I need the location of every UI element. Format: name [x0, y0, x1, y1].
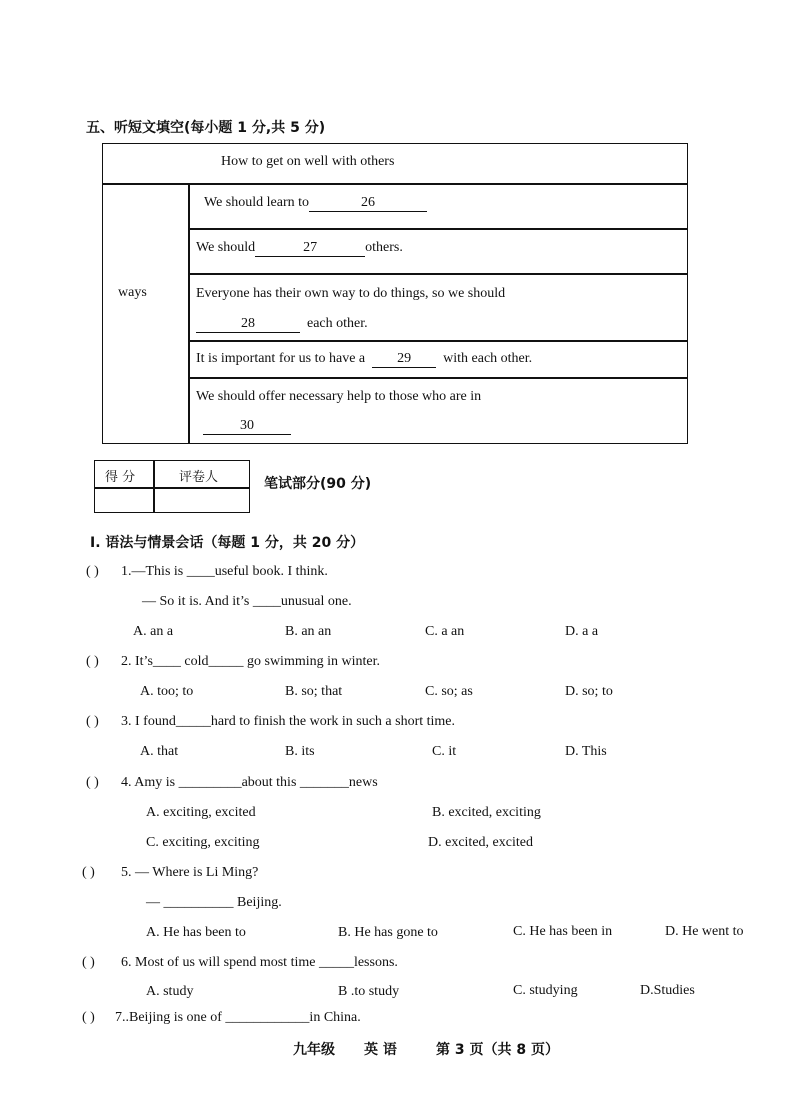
- q5-option-b: B. He has gone to: [338, 925, 438, 940]
- q3-stem: 3. I found_____hard to finish the work in such a short time.: [121, 714, 456, 729]
- q6-stem: 6. Most of us will spend most time _____lessons.: [121, 955, 398, 970]
- q5-bracket[interactable]: ( ): [82, 865, 95, 880]
- q6-option-b: B .to study: [338, 984, 400, 999]
- q7-bracket[interactable]: ( ): [82, 1010, 95, 1025]
- q6-option-d: D.Studies: [640, 983, 695, 998]
- q2-option-d: D. so; to: [565, 684, 613, 699]
- q4-option-d: D. excited, excited: [428, 835, 533, 850]
- q2-option-a: A. too; to: [140, 684, 194, 699]
- q1-option-c: C. a an: [425, 624, 465, 639]
- row-26: [204, 195, 427, 212]
- section-5-title: 五、听短文填空(每小题 1 分,共 5 分): [86, 120, 326, 136]
- section-1-title: Ⅰ. 语法与情景会话（每题 1 分，共 20 分）: [90, 535, 365, 551]
- q3-option-c: C. it: [432, 744, 457, 759]
- row-29-post: with each other.: [443, 351, 533, 366]
- q5-stem-2: — __________ Beijing.: [146, 895, 282, 910]
- q5-option-d: D. He went to: [665, 924, 744, 939]
- table-divider: [103, 183, 687, 185]
- q4-option-c: C. exciting, exciting: [146, 835, 260, 850]
- q7-stem: 7..Beijing is one of ____________in China.: [115, 1010, 361, 1025]
- q1-option-d: D. a a: [565, 624, 599, 639]
- q3-option-d: D. This: [565, 744, 607, 759]
- q4-bracket[interactable]: ( ): [86, 775, 99, 790]
- table-divider: [188, 377, 687, 379]
- blank-26: 26: [309, 195, 427, 212]
- blank-29: 29: [372, 351, 436, 368]
- table-divider: [188, 340, 687, 342]
- score-divider: [95, 487, 249, 489]
- q6-option-a: A. study: [146, 984, 194, 999]
- row-29-text: It is important for us to have a: [196, 351, 366, 366]
- q2-stem: 2. It’s____ cold_____ go swimming in winter.: [121, 654, 380, 669]
- q2-option-c: C. so; as: [425, 684, 473, 699]
- grader-label: 评卷人: [179, 470, 219, 485]
- footer-subject: 英 语: [364, 1042, 397, 1058]
- q2-option-b: B. so; that: [285, 684, 343, 699]
- q5-option-a: A. He has been to: [146, 925, 246, 940]
- q5-option-c: C. He has been in: [513, 924, 613, 939]
- q1-stem-2: — So it is. And it’s ____unusual one.: [142, 594, 352, 609]
- score-label: 得 分: [105, 470, 136, 485]
- table-divider: [188, 273, 687, 275]
- written-part-title: 笔试部分(90 分): [264, 476, 372, 492]
- q1-stem: 1.—This is ____useful book. I think.: [121, 564, 328, 579]
- row-28-line2: [196, 316, 368, 333]
- footer-grade: 九年级: [293, 1042, 335, 1058]
- q4-option-a: A. exciting, excited: [146, 805, 256, 820]
- q4-stem: 4. Amy is _________about this _______news: [121, 775, 378, 790]
- row-30-line2: [203, 418, 291, 435]
- table-divider: [188, 183, 190, 443]
- q1-option-a: A. an a: [133, 624, 174, 639]
- q3-option-a: A. that: [140, 744, 179, 759]
- table-divider: [188, 228, 687, 230]
- row-30-line1: We should offer necessary help to those who are in: [196, 389, 482, 404]
- score-box: [94, 460, 250, 513]
- q4-option-b: B. excited, exciting: [432, 805, 541, 820]
- q6-bracket[interactable]: ( ): [82, 955, 95, 970]
- blank-28: 28: [196, 316, 300, 333]
- blank-27: 27: [255, 240, 365, 257]
- q1-bracket[interactable]: ( ): [86, 564, 99, 579]
- row-label-ways: ways: [118, 285, 147, 300]
- listening-table: [102, 143, 688, 444]
- q5-stem: 5. — Where is Li Ming?: [121, 865, 259, 880]
- table-title: How to get on well with others: [221, 154, 395, 169]
- q3-option-b: B. its: [285, 744, 315, 759]
- row-28-line1: Everyone has their own way to do things, so we should: [196, 286, 506, 301]
- row-27-text: We should: [196, 240, 256, 255]
- row-28-post: each other.: [307, 316, 368, 331]
- q2-bracket[interactable]: ( ): [86, 654, 99, 669]
- row-27: [196, 240, 403, 257]
- blank-30: 30: [203, 418, 291, 435]
- row-27-post: others.: [365, 240, 403, 255]
- footer-page-number: 第 3 页（共 8 页）: [436, 1042, 559, 1058]
- q6-option-c: C. studying: [513, 983, 578, 998]
- row-26-text: We should learn to: [204, 195, 310, 210]
- row-29: [196, 351, 532, 368]
- q1-option-b: B. an an: [285, 624, 332, 639]
- q3-bracket[interactable]: ( ): [86, 714, 99, 729]
